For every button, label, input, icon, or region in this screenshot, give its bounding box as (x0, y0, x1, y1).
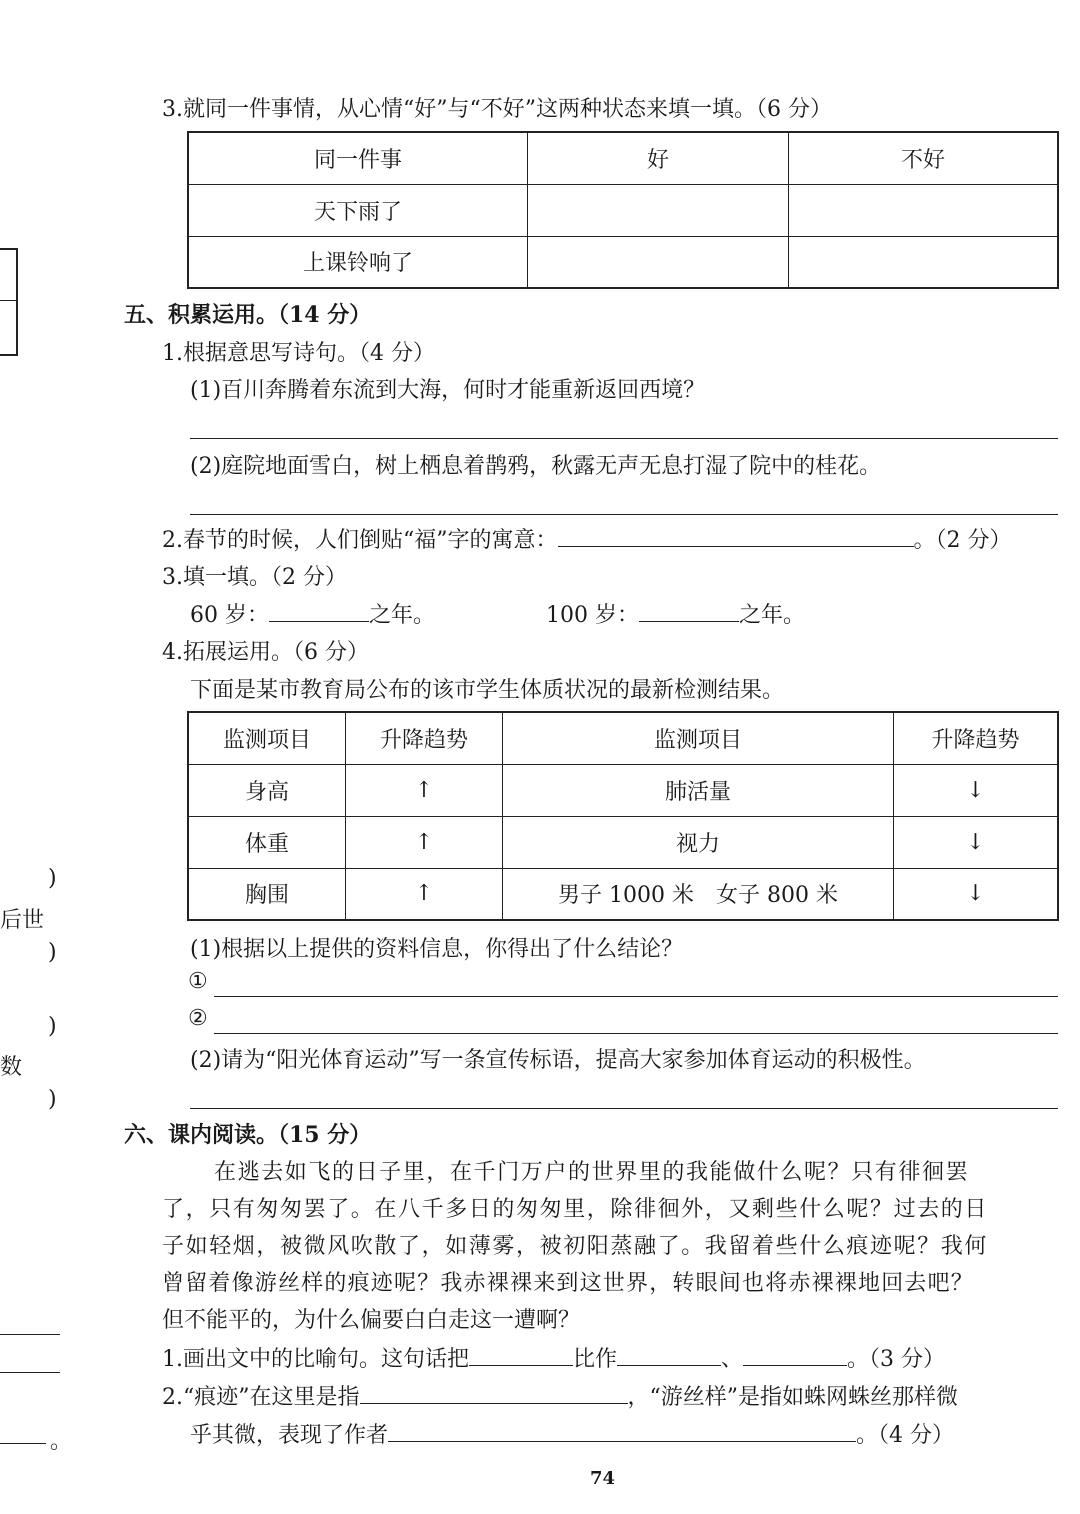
answer-cell[interactable] (528, 236, 789, 288)
table-cell: 肺活量 (503, 764, 894, 816)
answer-blank[interactable] (269, 599, 369, 622)
mood-table (187, 131, 1059, 289)
margin-answer-line (0, 1334, 60, 1335)
answer-blank[interactable] (388, 1419, 856, 1442)
answer-cell[interactable] (528, 184, 789, 236)
answer-blank[interactable] (558, 524, 914, 547)
table-header: 监测项目 (188, 712, 346, 764)
margin-text: 。 (50, 1429, 73, 1454)
arrow-up-icon: ↑ (346, 816, 503, 868)
age-label: 100 岁： (546, 603, 639, 628)
reading-question-1 (162, 1342, 945, 1373)
arrow-down-icon: ↓ (894, 764, 1059, 816)
question-text: 。（3 分） (847, 1347, 946, 1372)
margin-paren: ) (48, 1014, 57, 1039)
answer-line[interactable] (214, 996, 1058, 997)
question-title: 4.拓展运用。（6 分） (162, 640, 369, 665)
answer-blank[interactable] (617, 1343, 721, 1366)
answer-blank[interactable] (743, 1343, 847, 1366)
table-header: 升降趋势 (346, 712, 503, 764)
answer-cell[interactable] (789, 184, 1059, 236)
margin-answer-line (0, 1372, 60, 1373)
margin-text: 后世 (0, 908, 45, 933)
answer-line[interactable] (190, 514, 1058, 515)
table-header: 监测项目 (503, 712, 894, 764)
question-text: 1.画出文中的比喻句。这句话把 (162, 1347, 469, 1372)
margin-text: 数 (0, 1055, 23, 1080)
question-text: ，“游丝样”是指如蛛网蛛丝那样微 (627, 1385, 958, 1410)
margin-paren: ) (48, 940, 57, 965)
page-number: 74 (590, 1468, 616, 1489)
table-cell: 体重 (188, 816, 346, 868)
question-text: 乎其微，表现了作者 (190, 1423, 389, 1448)
answer-cell[interactable] (789, 236, 1059, 288)
fitness-table (187, 711, 1059, 921)
question-text: 。（4 分） (856, 1423, 955, 1448)
circle-one-label: ① (188, 969, 208, 994)
answer-blank[interactable] (469, 1343, 573, 1366)
age-suffix: 之年。 (369, 603, 436, 628)
answer-blank[interactable] (360, 1381, 628, 1404)
sub-question: (1)根据以上提供的资料信息，你得出了什么结论？ (190, 937, 684, 962)
margin-paren: ) (48, 866, 57, 891)
margin-box (0, 248, 18, 356)
question-2-suffix: 。（2 分） (913, 528, 1012, 553)
question-3-left (190, 598, 435, 629)
reading-question-2-cont (190, 1418, 954, 1449)
margin-paren: ) (48, 1087, 57, 1112)
table-cell: 身高 (188, 764, 346, 816)
question-3-title: 3.就同一件事情，从心情“好”与“不好”这两种状态来填一填。（6 分） (162, 97, 832, 122)
reading-question-2 (162, 1380, 958, 1411)
arrow-down-icon: ↓ (894, 816, 1059, 868)
table-cell: 胸围 (188, 868, 346, 920)
question-text: 比作 (573, 1347, 618, 1372)
answer-line[interactable] (214, 1033, 1058, 1034)
age-label: 60 岁： (190, 603, 269, 628)
passage-line: 曾留着像游丝样的痕迹呢？我赤裸裸来到这世界，转眼间也将赤裸裸地回去吧？ (162, 1271, 975, 1296)
passage-line: 了，只有匆匆罢了。在八千多日的匆匆里，除徘徊外，又剩些什么呢？过去的日 (162, 1197, 989, 1222)
question-intro: 下面是某市教育局公布的该市学生体质状况的最新检测结果。 (190, 678, 785, 703)
table-header: 好 (528, 132, 789, 184)
margin-box-divider (0, 300, 16, 301)
question-text: 、 (721, 1347, 744, 1372)
question-text: 2.“痕迹”在这里是指 (162, 1385, 360, 1410)
arrow-down-icon: ↓ (894, 868, 1059, 920)
passage-line: 但不能平的，为什么偏要白白走这一遭啊？ (162, 1308, 581, 1333)
table-cell: 男子 1000 米 女子 800 米 (503, 868, 894, 920)
arrow-up-icon: ↑ (346, 868, 503, 920)
question-3-right (546, 598, 805, 629)
table-cell: 上课铃响了 (188, 236, 528, 288)
circle-two-label: ② (188, 1006, 208, 1031)
arrow-up-icon: ↑ (346, 764, 503, 816)
passage-line: 子如轻烟，被微风吹散了，如薄雾，被初阳蒸融了。我留着些什么痕迹呢？我何 (162, 1234, 989, 1259)
answer-line[interactable] (190, 438, 1058, 439)
answer-line[interactable] (190, 1108, 1058, 1109)
margin-answer-line (0, 1443, 46, 1444)
question-title: 1.根据意思写诗句。（4 分） (162, 341, 435, 366)
table-header: 升降趋势 (894, 712, 1059, 764)
section-6-heading: 六、课内阅读。（15 分） (124, 1122, 372, 1148)
section-5-heading: 五、积累运用。（14 分） (124, 302, 372, 328)
question-2 (162, 523, 1012, 554)
question-item: (2)庭院地面雪白，树上栖息着鹊鸦，秋露无声无息打湿了院中的桂花。 (190, 454, 882, 479)
table-header: 同一件事 (188, 132, 528, 184)
question-2-prefix: 2.春节的时候，人们倒贴“福”字的寓意： (162, 528, 558, 553)
table-header: 不好 (789, 132, 1059, 184)
question-title: 3.填一填。（2 分） (162, 565, 347, 590)
passage-line: 在逃去如飞的日子里，在千门万户的世界里的我能做什么呢？只有徘徊罢 (214, 1160, 970, 1185)
answer-blank[interactable] (639, 599, 739, 622)
table-cell: 天下雨了 (188, 184, 528, 236)
table-cell: 视力 (503, 816, 894, 868)
question-item: (1)百川奔腾着东流到大海，何时才能重新返回西境？ (190, 378, 706, 403)
age-suffix: 之年。 (739, 603, 806, 628)
sub-question: (2)请为“阳光体育运动”写一条宣传标语，提高大家参加体育运动的积极性。 (190, 1048, 926, 1073)
